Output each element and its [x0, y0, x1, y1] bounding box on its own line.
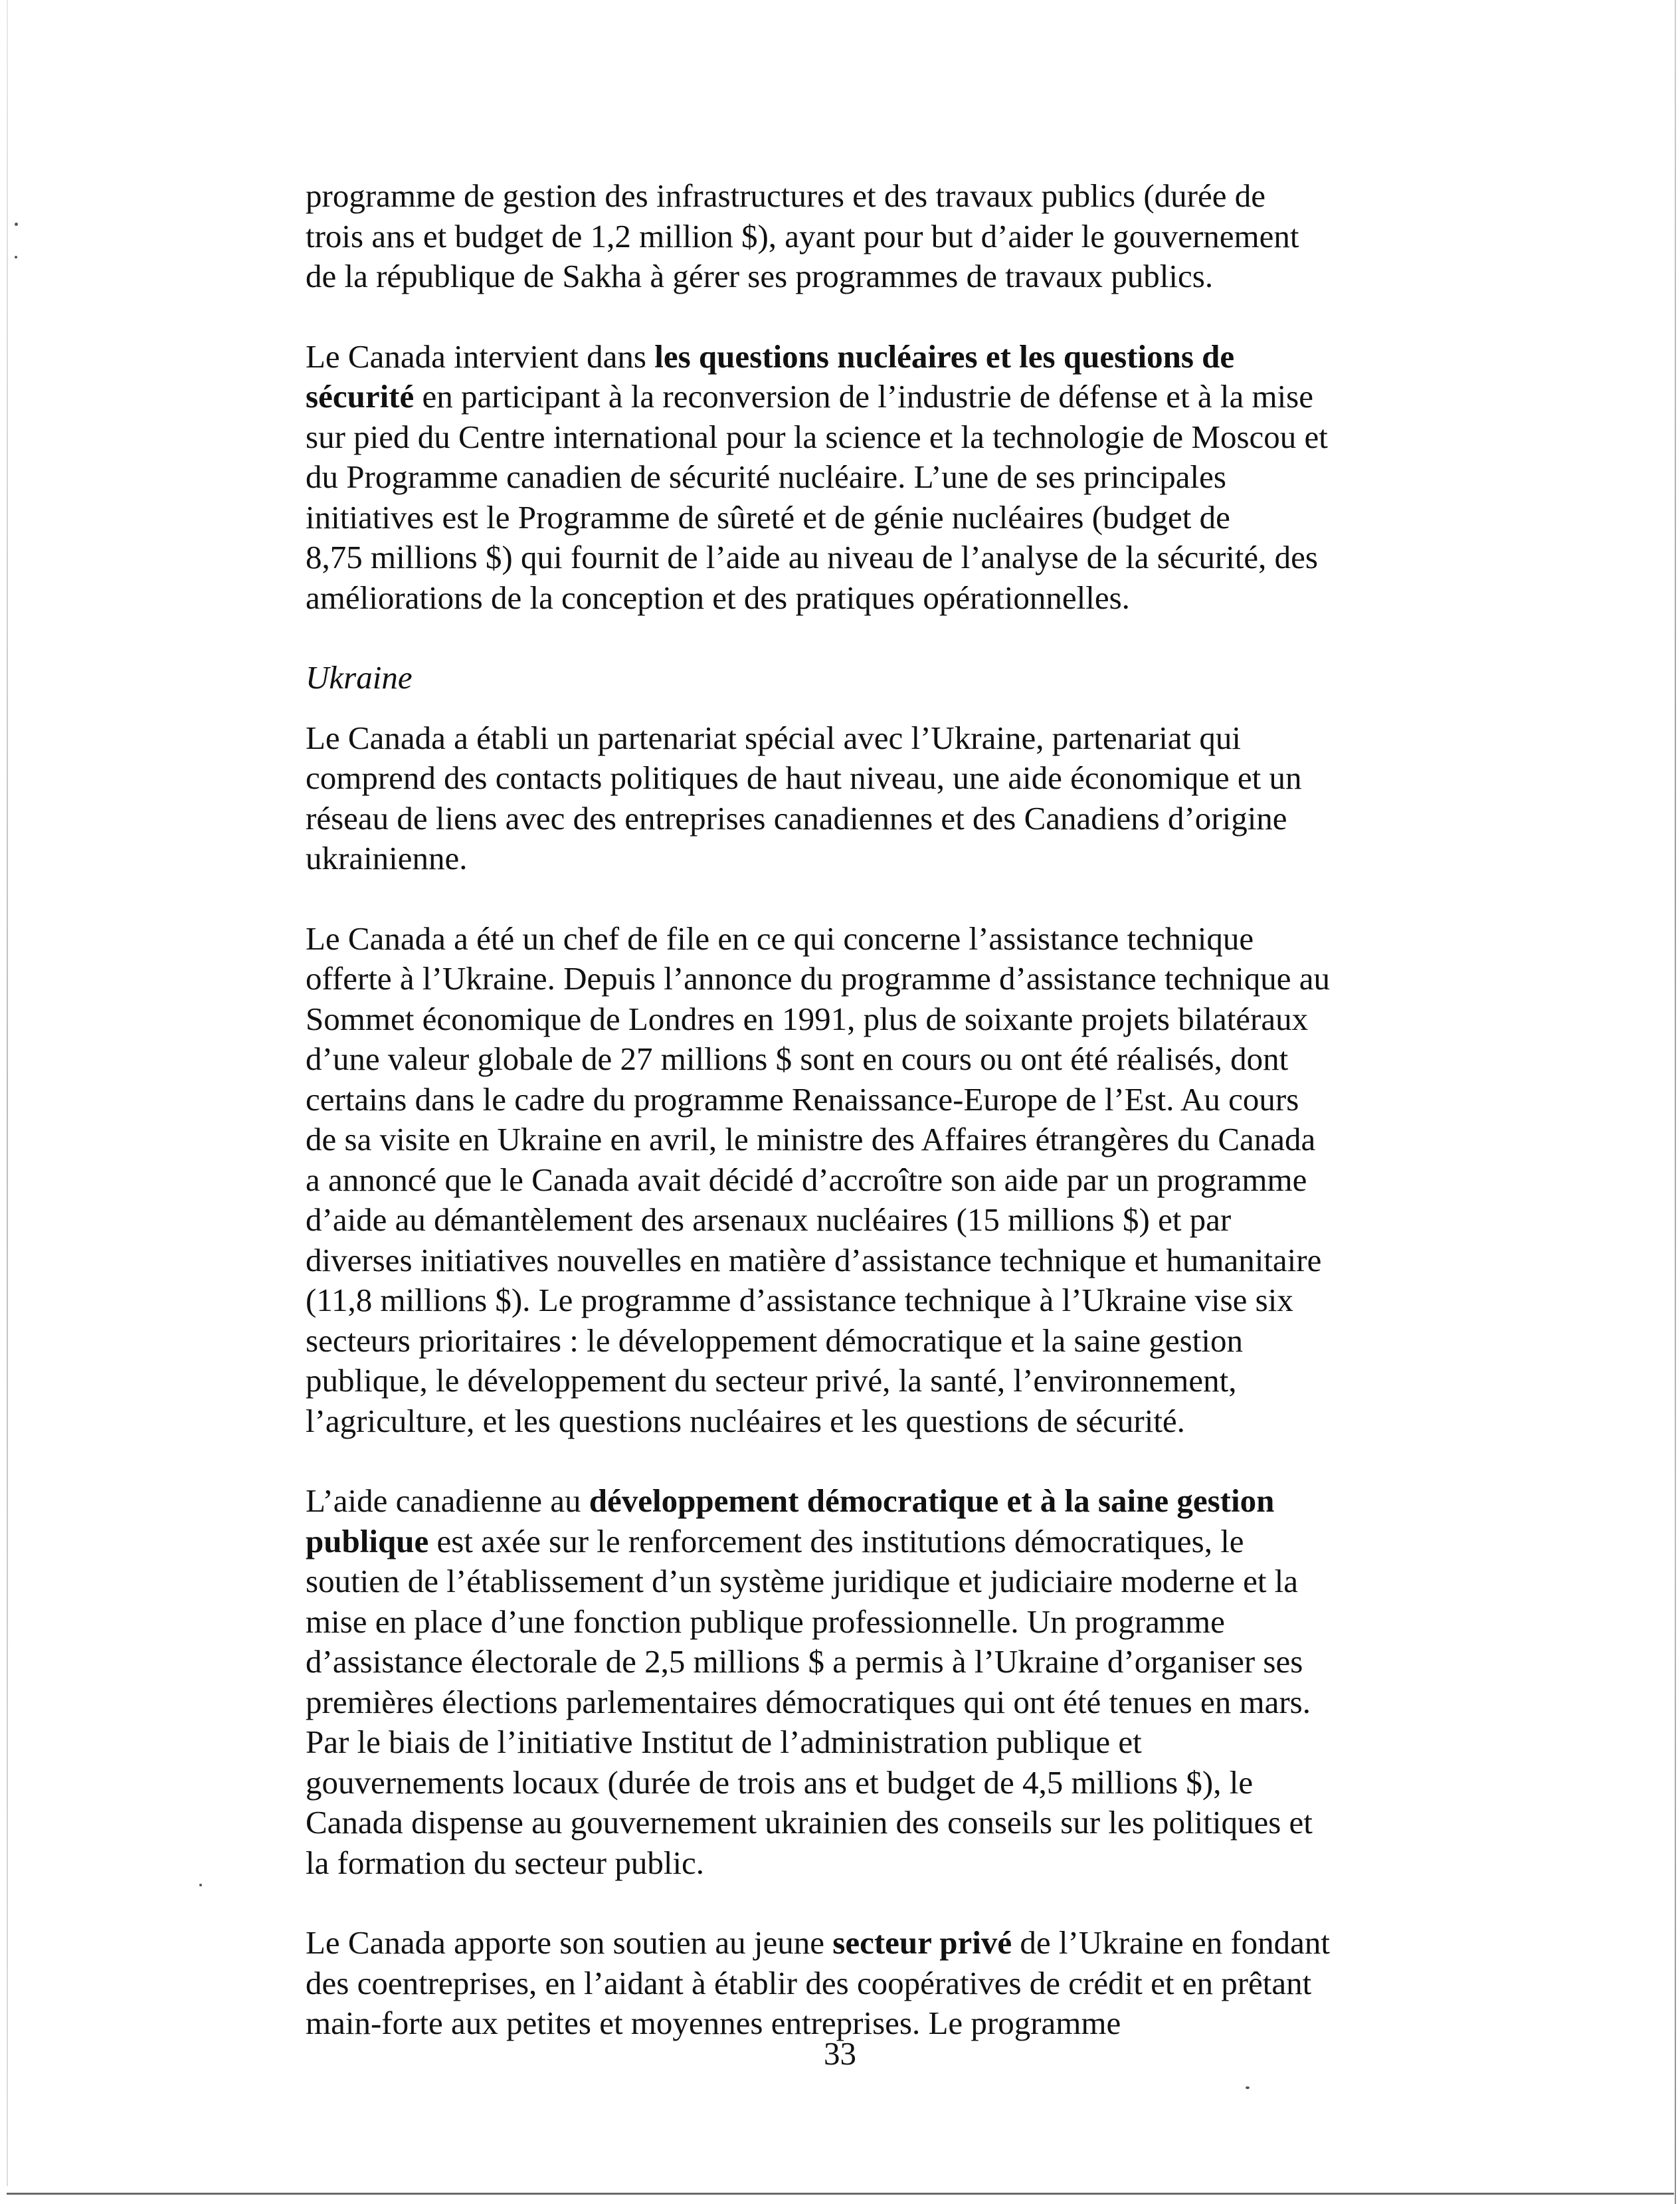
paragraph-text: Le Canada apporte son soutien au jeune: [306, 1924, 833, 1961]
scan-left-edge: [7, 0, 8, 2186]
paragraph-democratic-development: [306, 1481, 1422, 1883]
paragraph-text: L’aide canadienne au: [306, 1482, 589, 1519]
scan-right-edge: [1675, 0, 1676, 2204]
page-number: 33: [824, 2035, 856, 2072]
bold-term: les questions nucléaires et les questions de sécurité: [306, 338, 1235, 415]
scan-speck: [15, 256, 17, 258]
paragraph-sakha-infrastructure: [306, 176, 1422, 297]
paragraph-text: en participant à la reconversion de l’industrie de défense et à la mise sur pied du Centre international pour la science et la technologie de Moscou et du Programme canadien de sécurité nucléaire. L’une de ses principales initiatives est le Programme de sûreté et de génie nucléaires (budget de 8,75 millions $) qui fournit de l’aide au niveau de l’analyse de la sécurité, des améliorations de la conception et des pratiques opérationnelles.: [306, 378, 1328, 616]
paragraph-text: programme de gestion des infrastructures et des travaux publics (durée de trois ans et budget de 1,2 million $), ayant pour but d’aider le gouvernement de la république de Sakha à gérer ses programmes de travaux publics.: [306, 177, 1299, 294]
paragraph-text: de l’Ukraine en fondant des coentreprises, en l’aidant à établir des coopératives de crédit et en prêtant main-forte aux petites et moyennes entreprises. Le programme: [306, 1924, 1331, 2041]
paragraph-text: Le Canada intervient dans: [306, 338, 655, 375]
section-heading-ukraine: Ukraine: [306, 659, 413, 696]
scan-speck: [199, 1884, 202, 1886]
bold-term: secteur privé: [832, 1924, 1012, 1961]
body-text: [306, 176, 1422, 2062]
paragraph-ukraine-partnership: [306, 718, 1422, 879]
paragraph-nuclear-security: [306, 337, 1422, 619]
scan-speck: [15, 223, 18, 226]
paragraph-technical-assistance: [306, 919, 1422, 1442]
scan-speck: [1246, 2086, 1250, 2089]
paragraph-text: Le Canada a établi un partenariat spécial avec l’Ukraine, partenariat qui comprend des contacts politiques de haut niveau, une aide économique et un réseau de liens avec des entreprises canadiennes et des Canadiens d’origine ukrainienne.: [306, 719, 1302, 876]
scan-bottom-edge: [7, 2193, 1674, 2195]
paragraph-private-sector: [306, 1923, 1422, 2044]
bold-term: développement démocratique et à la saine gestion publique: [306, 1482, 1275, 1559]
paragraph-text: Le Canada a été un chef de file en ce qui concerne l’assistance technique offerte à l’Ukraine. Depuis l’annonce du programme d’assistance technique au Sommet économique de Londres en 1991, plus de soixante projets bilatéraux d’une valeur globale de 27 millions $ sont en cours ou ont été réalisés, dont certains dans le cadre du programme Renaissance-Europe de l’Est. Au cours de sa visite en Ukraine en avril, le ministre des Affaires étrangères du Canada a annoncé que le Canada avait décidé d’accroître son aide par un programme d’aide au démantèlement des arsenaux nucléaires (15 millions $) et par diverses initiatives nouvelles en matière d’assistance technique et humanitaire (11,8 millions $). Le programme d’assistance technique à l’Ukraine vise six secteurs prioritaires : le développement démocratique et la saine gestion publique, le développement du secteur privé, la santé, l’environnement, l’agriculture, et les questions nucléaires et les questions de sécurité.: [306, 920, 1330, 1439]
paragraph-text: est axée sur le renforcement des institutions démocratiques, le soutien de l’établissement d’un système juridique et judiciaire moderne et la mise en place d’une fonction publique professionnelle. Un programme d’assistance électorale de 2,5 millions $ a permis à l’Ukraine d’organiser ses premières élections parlementaires démocratiques qui ont été tenues en mars. Par le biais de l’initiative Institut de l’administration publique et gouvernements locaux (durée de trois ans et budget de 4,5 millions $), le Canada dispense au gouvernement ukrainien des conseils sur les politiques et la formation du secteur public.: [306, 1522, 1313, 1881]
